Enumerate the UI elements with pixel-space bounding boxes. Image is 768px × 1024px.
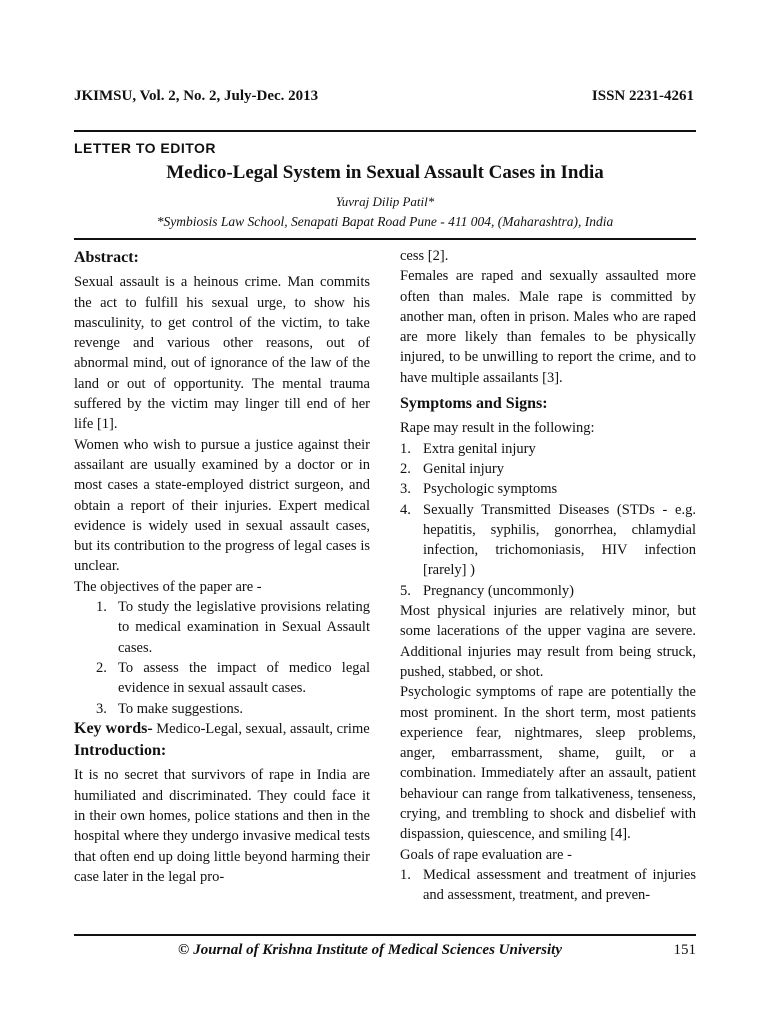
list-number: 2.: [400, 460, 411, 477]
list-item: [74, 597, 370, 658]
body-paragraph: Most physical injuries are relatively minor, but some lacerations of the upper vagina are severe. Additional injuries may result from being struck, pushed, stabbed, or shot.: [400, 603, 696, 680]
list-item: [74, 658, 370, 699]
page-number: 151: [673, 942, 696, 958]
continued-paragraph: cess [2].: [400, 248, 449, 264]
list-item: [400, 865, 696, 906]
list-number: 1.: [96, 599, 107, 616]
journal-name: Journal of Krishna Institute of Medical Sciences University: [193, 942, 563, 958]
keywords-label: Key words-: [74, 719, 153, 737]
body-paragraph: Females are raped and sexually assaulted more often than males. Male rape is committed by another man, often in prison. Males who are raped are more likely than females to be physically injured, to be unwilling to report the crime, and to have multiple assailants [3].: [400, 268, 696, 386]
list-item: [400, 581, 696, 601]
symptoms-heading: Symptoms and Signs:: [400, 395, 548, 413]
journal-reference: JKIMSU, Vol. 2, No. 2, July-Dec. 2013: [74, 88, 319, 104]
list-number: 4.: [400, 501, 411, 518]
keywords-text: Medico-Legal, sexual, assault, crime: [156, 720, 370, 737]
title-rule: [74, 238, 696, 240]
footer-journal: [178, 942, 562, 959]
list-text: Extra genital injury: [423, 440, 536, 457]
list-text: Psychologic symptoms: [423, 481, 558, 498]
right-column: [400, 246, 696, 906]
list-text: To make suggestions.: [118, 700, 244, 717]
list-number: 3.: [96, 700, 107, 717]
list-number: 1.: [400, 866, 411, 883]
list-item: [400, 479, 696, 499]
list-item: [400, 439, 696, 459]
list-text: To study the legislative provisions relating to medical examination in Sexual Assault cases.: [118, 599, 370, 656]
abstract-paragraph: Women who wish to pursue a justice against their assailant are usually examined by a doctor or in most cases a state-employed district surgeon, and obtain a report of their injuries. Expert medical evidence is widely used in sexual assault cases, but its contribution to the progress of legal cases is unclear.: [74, 436, 370, 575]
symptoms-list: [400, 439, 696, 601]
body-paragraph: Psychologic symptoms of rape are potentially the most prominent. In the short term, most patients experience fear, nightmares, sleep problems, anger, embarrassment, shame, guilt, or a combination. Immediately after an assault, patient behaviour can range from talkativeness, tenseness, crying, and trembling to shock and disbelief with dispassion, quiescence, and smiling [4].: [400, 684, 696, 843]
footer-rule: [74, 934, 696, 936]
objectives-list: [74, 597, 370, 719]
symptoms-intro: Rape may result in the following:: [400, 420, 595, 437]
list-text: To assess the impact of medico legal evidence in sexual assault cases.: [118, 659, 370, 697]
goals-intro: Goals of rape evaluation are -: [400, 846, 572, 863]
introduction-heading: Introduction:: [74, 742, 167, 760]
list-text: Sexually Transmitted Diseases (STDs - e.g. hepatitis, syphilis, gonorrhea, chlamydial infection, trichomoniasis, HIV infection [rarely] ): [423, 501, 696, 579]
list-item: [400, 500, 696, 581]
top-rule: [74, 130, 696, 132]
list-text: Pregnancy (uncommonly): [423, 582, 575, 599]
left-column: [74, 246, 370, 887]
issn: ISSN 2231-4261: [591, 88, 694, 104]
author: Yuvraj Dilip Patil*: [335, 194, 435, 209]
list-text: Medical assessment and treatment of injuries and assessment, treatment, and preven-: [423, 866, 696, 904]
list-text: Genital injury: [423, 460, 504, 477]
list-number: 3.: [400, 481, 411, 498]
copyright-symbol: ©: [178, 942, 190, 958]
affiliation: *Symbiosis Law School, Senapati Bapat Road Pune - 411 004, (Maharashtra), India: [156, 214, 614, 229]
abstract-paragraph: Sexual assault is a heinous crime. Man commits the act to fulfill his sexual urge, to show his masculinity, to get control of the victim, to take revenge and various other reasons, out of abnormal mind, out of ignorance of the law of the land or out of opportunity. The mental trauma suffered by the victim may linger till end of her life [1].: [74, 274, 370, 433]
objectives-intro: The objectives of the paper are -: [74, 578, 262, 595]
abstract-heading: Abstract:: [74, 249, 139, 266]
introduction-paragraph: It is no secret that survivors of rape in India are humiliated and discriminated. They could face it in their own homes, police stations and then in the hospital where they undergo invasive medical tests that often end up doing little beyond harming their case later in the legal pro-: [74, 767, 370, 885]
section-label: LETTER TO EDITOR: [74, 140, 217, 156]
list-number: 1.: [400, 440, 411, 457]
list-number: 2.: [96, 659, 107, 676]
goals-list: [400, 865, 696, 906]
keywords: [74, 719, 370, 739]
list-number: 5.: [400, 582, 411, 599]
paper-title: Medico-Legal System in Sexual Assault Cases in India: [166, 162, 604, 183]
list-item: [400, 459, 696, 479]
list-item: [74, 699, 370, 719]
